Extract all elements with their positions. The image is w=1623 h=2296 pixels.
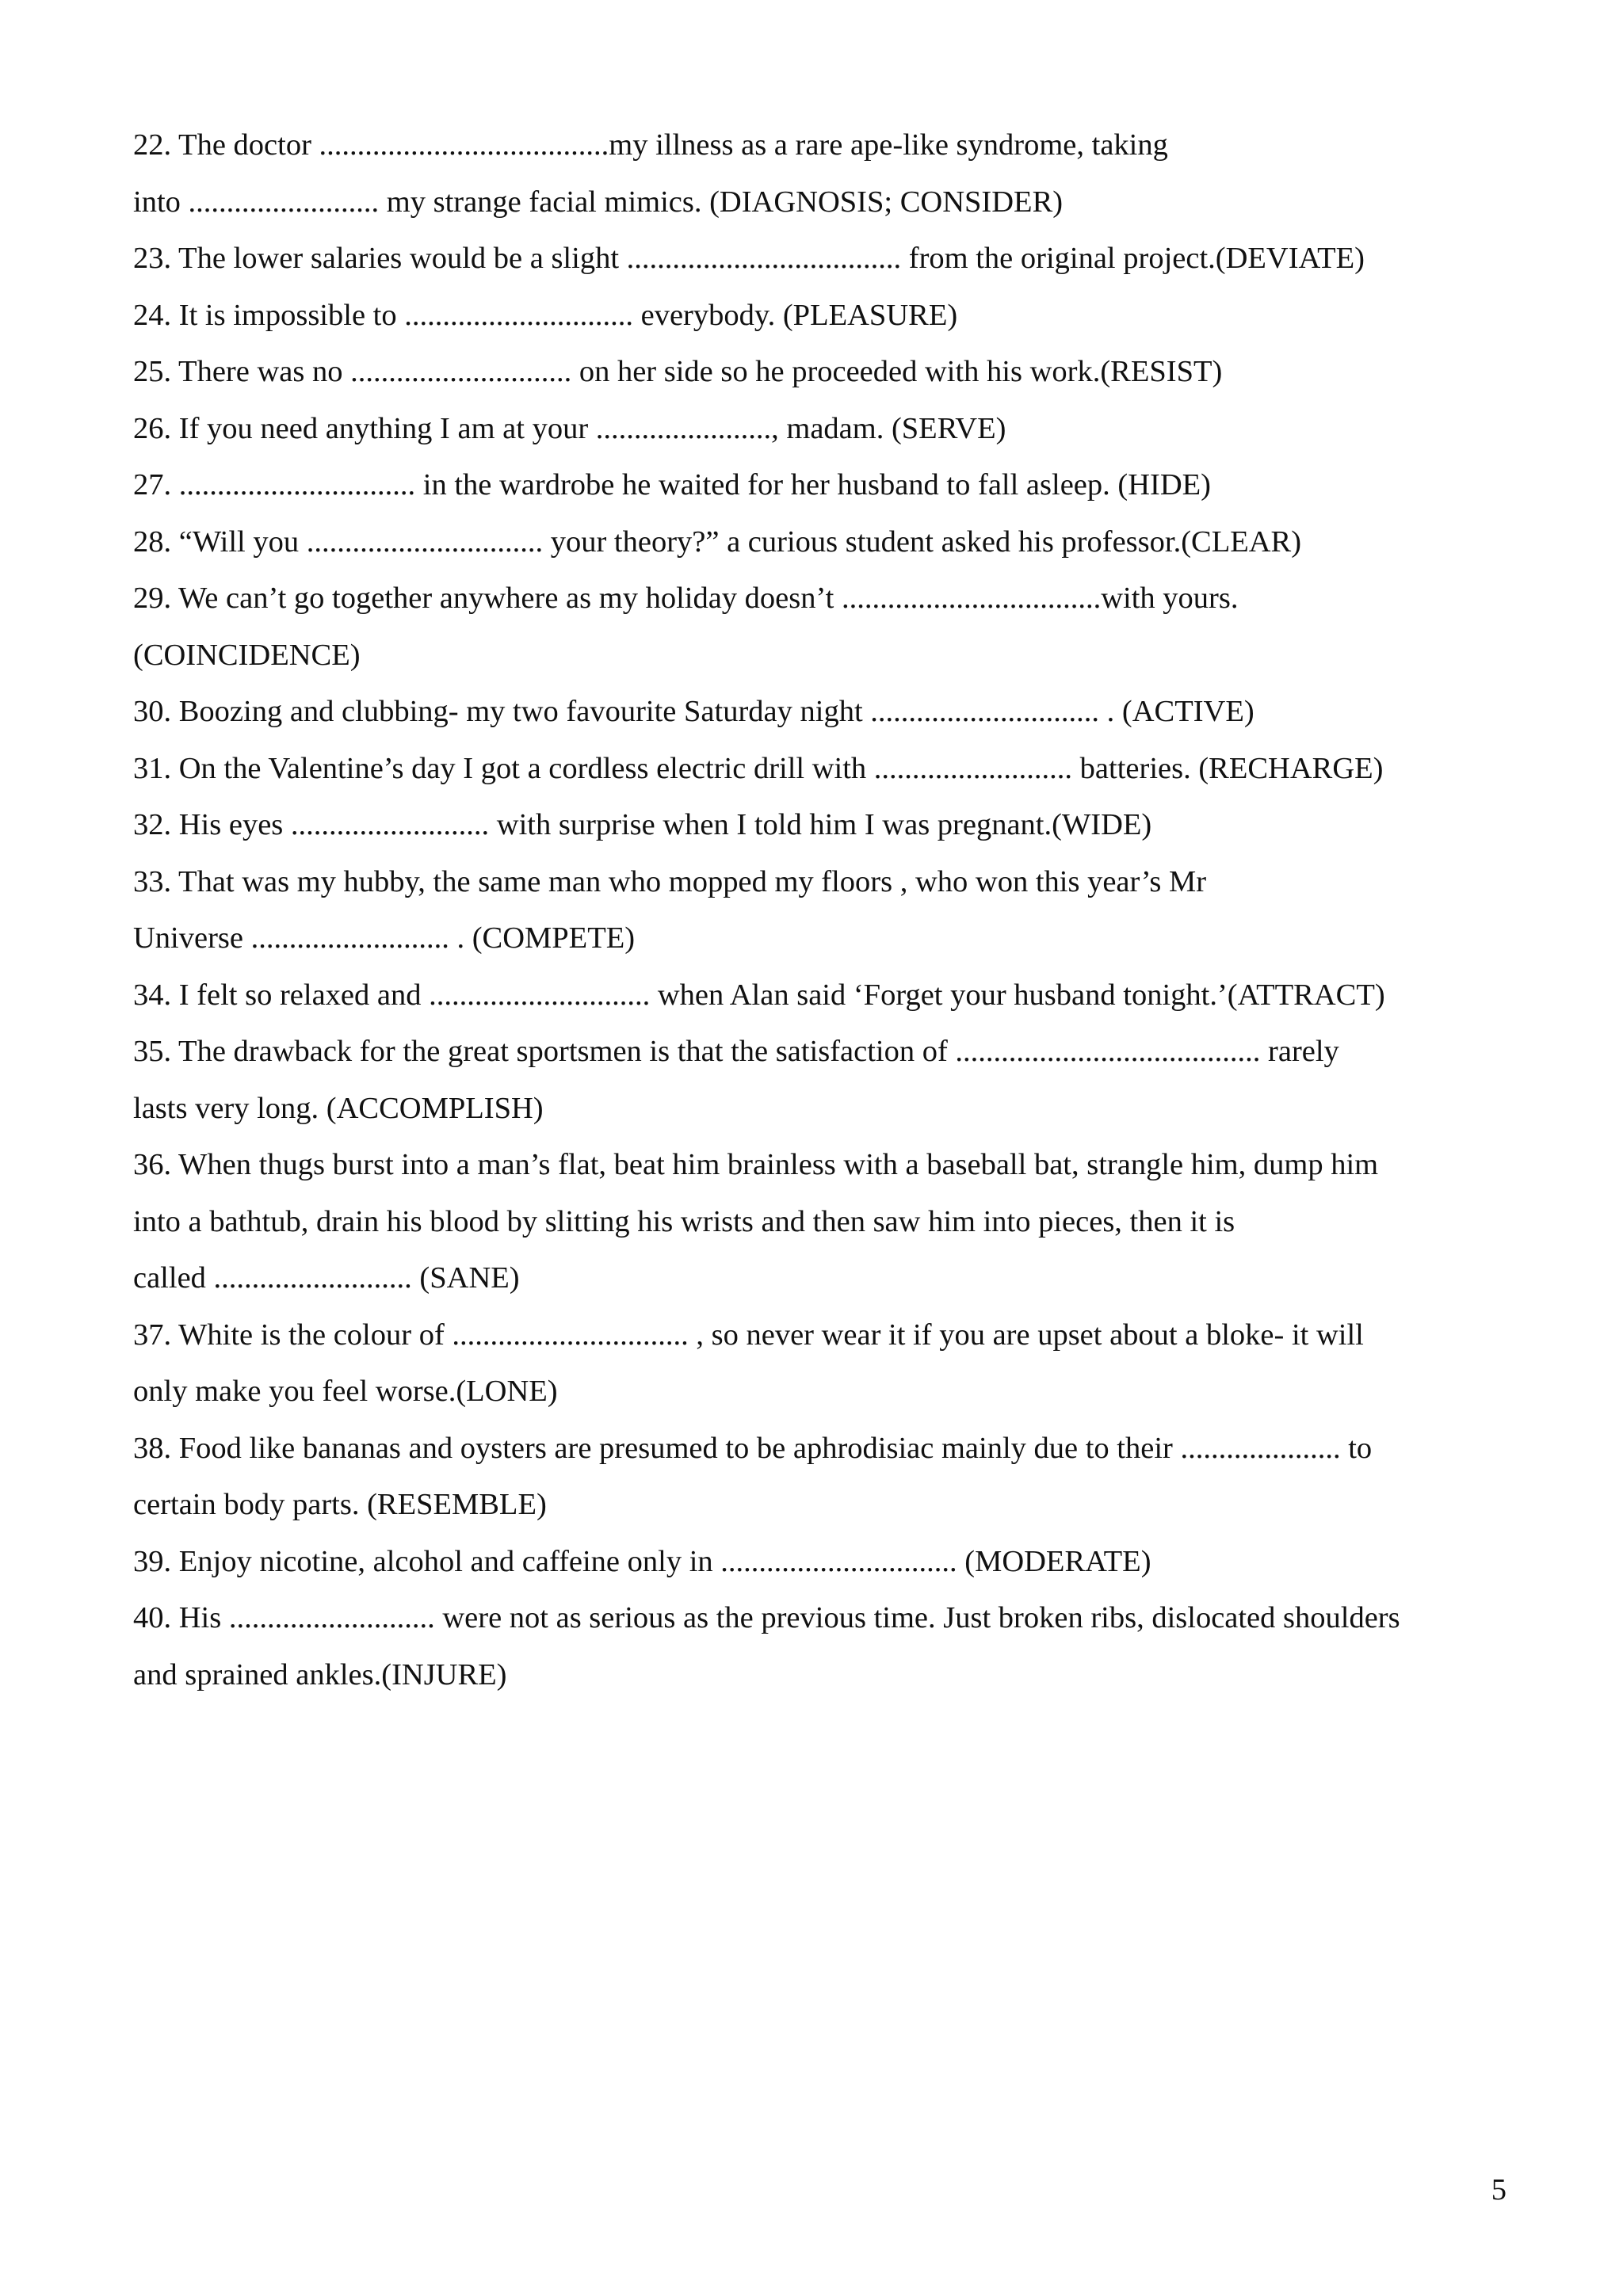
text-line: 36. When thugs burst into a man’s flat, beat him brainless with a baseball bat, strangle him, dump him: [133, 1148, 1379, 1181]
text-line: 22. The doctor ......................................my illness as a rare ape-like syndrome, taking: [133, 128, 1168, 162]
text-line: Universe .......................... . (COMPETE): [133, 921, 636, 955]
text-line: into ......................... my strange facial mimics. (DIAGNOSIS; CONSIDER): [133, 185, 1064, 219]
text-line: and sprained ankles.(INJURE): [133, 1657, 507, 1691]
text-line: 31. On the Valentine’s day I got a cordless electric drill with .......................... batteries. (RECHARGE): [133, 751, 1384, 785]
text-line: 40. His ........................... were not as serious as the previous time. Just broken ribs, dislocated shoulders: [133, 1601, 1400, 1634]
text-line: 33. That was my hubby, the same man who mopped my floors , who won this year’s Mr: [133, 864, 1207, 898]
text-line: 26. If you need anything I am at your ......................., madam. (SERVE): [133, 411, 1006, 445]
text-line: into a bathtub, drain his blood by slitting his wrists and then saw him into pieces, then it is: [133, 1204, 1235, 1238]
text-line: only make you feel worse.(LONE): [133, 1375, 558, 1408]
text-line: 37. White is the colour of ............................... , so never wear it if you are upset about a bloke- it will: [133, 1318, 1364, 1352]
text-line: called .......................... (SANE): [133, 1261, 520, 1295]
text-line: 27. ............................... in the wardrobe he waited for her husband to fall asleep. (HIDE): [133, 468, 1211, 502]
text-line: (COINCIDENCE): [133, 638, 361, 672]
exercise-text: [133, 117, 1504, 1703]
text-line: 28. “Will you ............................... your theory?” a curious student asked his professor.(CLEAR): [133, 524, 1302, 559]
text-line: 30. Boozing and clubbing- my two favourite Saturday night .............................. . (ACTIVE): [133, 695, 1254, 728]
text-line: 25. There was no ............................. on her side so he proceeded with his work.(RESIST): [133, 355, 1223, 388]
text-line: certain body parts. (RESEMBLE): [133, 1488, 547, 1521]
text-line: 34. I felt so relaxed and ............................. when Alan said ‘Forget your husband tonight.’(ATTRACT): [133, 978, 1385, 1012]
text-line: 29. We can’t go together anywhere as my holiday doesn’t ..................................with yours.: [133, 582, 1239, 615]
text-line: 38. Food like bananas and oysters are presumed to be aphrodisiac mainly due to their ..................... to: [133, 1431, 1373, 1465]
text-line: 23. The lower salaries would be a slight .................................... from the original project.(DEVIATE): [133, 242, 1365, 275]
text-line: lasts very long. (ACCOMPLISH): [133, 1091, 544, 1125]
text-line: 35. The drawback for the great sportsmen is that the satisfaction of ........................................ rarely: [133, 1035, 1339, 1068]
text-line: 24. It is impossible to .............................. everybody. (PLEASURE): [133, 298, 958, 332]
text-line: 39. Enjoy nicotine, alcohol and caffeine only in ............................... (MODERATE): [133, 1544, 1151, 1578]
page-number: 5: [1491, 2173, 1507, 2206]
text-line: 32. His eyes .......................... with surprise when I told him I was pregnant.(WIDE): [133, 808, 1152, 841]
